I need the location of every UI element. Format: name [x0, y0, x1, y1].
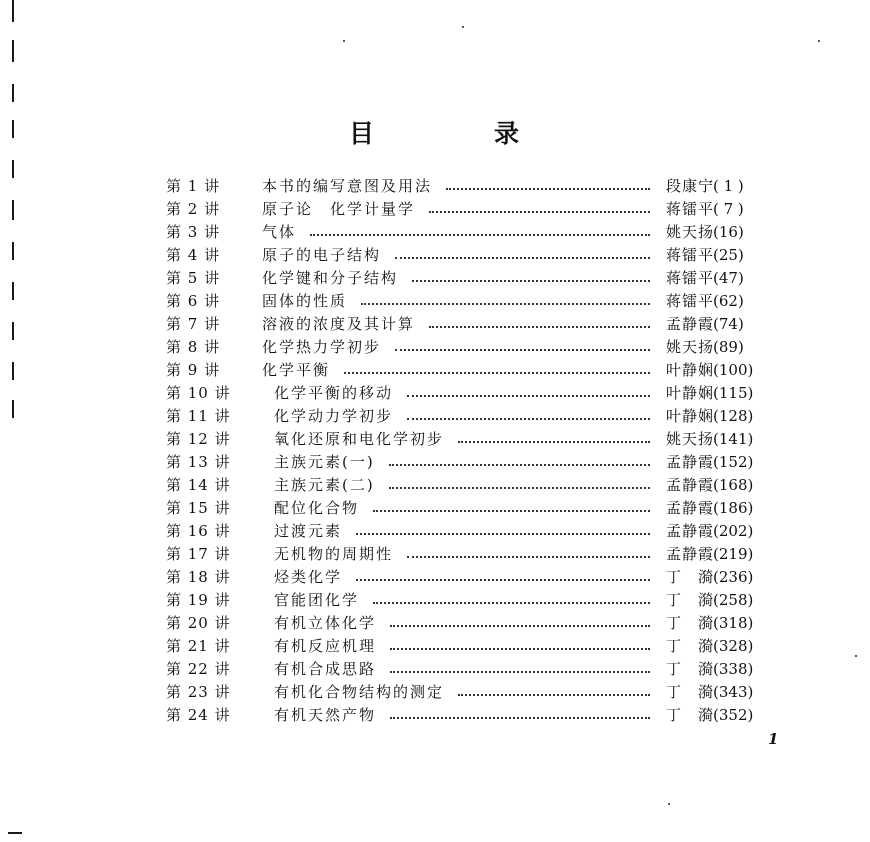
- page-ref: (89): [713, 338, 744, 356]
- toc-entry: [166, 704, 806, 727]
- lecture-number: 第 6 讲: [166, 292, 221, 310]
- page-ref: (343): [713, 683, 754, 701]
- dot-leader: [310, 221, 650, 244]
- page-ref: (115): [713, 384, 754, 402]
- lecture-number: 第 21 讲: [166, 637, 231, 655]
- lecture-number: 第 5 讲: [166, 269, 221, 287]
- lecture-title: 过渡元素: [274, 522, 343, 540]
- dot-leader: [390, 704, 650, 727]
- dot-leader: [390, 658, 650, 681]
- dot-leader: [356, 566, 650, 589]
- page-ref: (128): [713, 407, 754, 425]
- toc-entry: [166, 520, 806, 543]
- page-ref: (202): [713, 522, 754, 540]
- dot-leader: [458, 681, 650, 704]
- lecture-title: 主族元素(一): [274, 453, 375, 471]
- lecture-title: 原子论 化学计量学: [262, 200, 416, 218]
- dot-leader: [407, 543, 650, 566]
- dot-leader: [407, 382, 650, 405]
- lecture-number: 第 3 讲: [166, 223, 221, 241]
- author-name: 姚天扬: [666, 223, 715, 241]
- lecture-title: 化学动力学初步: [274, 407, 394, 425]
- lecture-title: 配位化合物: [274, 499, 360, 517]
- lecture-number: 第 23 讲: [166, 683, 231, 701]
- page-ref: (328): [713, 637, 754, 655]
- page-ref: (258): [713, 591, 754, 609]
- lecture-number: 第 1 讲: [166, 177, 221, 195]
- toc-entry: [166, 474, 806, 497]
- dot-leader: [356, 520, 650, 543]
- lecture-title: 化学键和分子结构: [262, 269, 399, 287]
- dot-leader: [344, 359, 650, 382]
- lecture-number: 第 16 讲: [166, 522, 231, 540]
- lecture-number: 第 14 讲: [166, 476, 231, 494]
- speck: [818, 40, 820, 42]
- author-name: 孟静霞: [666, 453, 715, 471]
- toc-entry: [166, 336, 806, 359]
- lecture-number: 第 4 讲: [166, 246, 221, 264]
- page-ref: (352): [713, 706, 754, 724]
- toc-entry: [166, 681, 806, 704]
- lecture-number: 第 18 讲: [166, 568, 231, 586]
- page-ref: (338): [713, 660, 754, 678]
- toc-entry: [166, 198, 806, 221]
- toc-entry: [166, 543, 806, 566]
- dot-leader: [395, 336, 650, 359]
- lecture-title: 固体的性质: [262, 292, 348, 310]
- toc-entry: [166, 635, 806, 658]
- scan-mark: [8, 832, 22, 834]
- lecture-number: 第 19 讲: [166, 591, 231, 609]
- lecture-title: 主族元素(二): [274, 476, 375, 494]
- page-ref: (219): [713, 545, 754, 563]
- page-ref: (141): [713, 430, 754, 448]
- lecture-title: 化学平衡: [262, 361, 331, 379]
- page-title: [0, 114, 870, 150]
- dot-leader: [390, 612, 650, 635]
- dot-leader: [390, 635, 650, 658]
- lecture-number: 第 15 讲: [166, 499, 231, 517]
- lecture-title: 氧化还原和电化学初步: [274, 430, 445, 448]
- author-name: 姚天扬: [666, 430, 715, 448]
- page-ref: ( 1 ): [713, 177, 744, 195]
- toc-entry: [166, 359, 806, 382]
- dot-leader: [395, 244, 650, 267]
- speck: [462, 26, 464, 28]
- page-ref: (186): [713, 499, 754, 517]
- toc-entry: [166, 589, 806, 612]
- lecture-title: 本书的编写意图及用法: [262, 177, 433, 195]
- toc-entry: [166, 658, 806, 681]
- author-name: 孟静霞: [666, 522, 715, 540]
- toc-entry: [166, 267, 806, 290]
- scan-mark: [12, 362, 14, 380]
- lecture-title: 化学热力学初步: [262, 338, 382, 356]
- scan-mark: [12, 242, 14, 260]
- author-name: 丁 漪: [666, 660, 715, 678]
- title-char: 录: [494, 119, 522, 148]
- toc-entry: [166, 428, 806, 451]
- toc-entry: [166, 451, 806, 474]
- page-ref: (100): [713, 361, 754, 379]
- lecture-number: 第 12 讲: [166, 430, 231, 448]
- author-name: 孟静霞: [666, 499, 715, 517]
- page-ref: (47): [713, 269, 744, 287]
- page-number: 1: [768, 730, 779, 748]
- dot-leader: [429, 313, 650, 336]
- scan-mark: [12, 40, 14, 62]
- author-name: 姚天扬: [666, 338, 715, 356]
- scan-mark: [12, 322, 14, 340]
- scan-mark: [12, 400, 14, 418]
- lecture-title: 有机化合物结构的测定: [274, 683, 445, 701]
- lecture-title: 原子的电子结构: [262, 246, 382, 264]
- author-name: 叶静娴: [666, 361, 715, 379]
- lecture-title: 无机物的周期性: [274, 545, 394, 563]
- toc-entry: [166, 382, 806, 405]
- speck: [668, 803, 670, 805]
- lecture-number: 第 7 讲: [166, 315, 221, 333]
- author-name: 孟静霞: [666, 315, 715, 333]
- page-ref: (62): [713, 292, 744, 310]
- lecture-number: 第 11 讲: [166, 407, 231, 425]
- lecture-number: 第 20 讲: [166, 614, 231, 632]
- dot-leader: [389, 451, 650, 474]
- page-ref: (74): [713, 315, 744, 333]
- lecture-number: 第 22 讲: [166, 660, 231, 678]
- author-name: 蒋镭平: [666, 246, 715, 264]
- author-name: 丁 漪: [666, 683, 715, 701]
- lecture-title: 官能团化学: [274, 591, 360, 609]
- toc-entry: [166, 405, 806, 428]
- speck: [343, 40, 345, 42]
- toc-entry: [166, 612, 806, 635]
- author-name: 叶静娴: [666, 407, 715, 425]
- toc-entry: [166, 244, 806, 267]
- toc-entry: [166, 313, 806, 336]
- lecture-title: 有机立体化学: [274, 614, 377, 632]
- toc-entry: [166, 497, 806, 520]
- lecture-number: 第 24 讲: [166, 706, 231, 724]
- author-name: 蒋镭平: [666, 269, 715, 287]
- table-of-contents: [166, 175, 806, 727]
- lecture-title: 气体: [262, 223, 297, 241]
- page-ref: (25): [713, 246, 744, 264]
- scan-mark: [12, 84, 14, 102]
- lecture-title: 溶液的浓度及其计算: [262, 315, 416, 333]
- dot-leader: [389, 474, 650, 497]
- author-name: 丁 漪: [666, 614, 715, 632]
- page-ref: (318): [713, 614, 754, 632]
- speck: [855, 655, 857, 657]
- scan-mark: [12, 200, 14, 220]
- lecture-number: 第 2 讲: [166, 200, 221, 218]
- dot-leader: [412, 267, 650, 290]
- lecture-title: 有机反应机理: [274, 637, 377, 655]
- dot-leader: [373, 497, 650, 520]
- author-name: 段康宁: [666, 177, 715, 195]
- dot-leader: [458, 428, 650, 451]
- page-ref: (168): [713, 476, 754, 494]
- author-name: 孟静霞: [666, 545, 715, 563]
- dot-leader: [373, 589, 650, 612]
- lecture-number: 第 13 讲: [166, 453, 231, 471]
- lecture-number: 第 10 讲: [166, 384, 231, 402]
- lecture-title: 有机合成思路: [274, 660, 377, 678]
- lecture-number: 第 8 讲: [166, 338, 221, 356]
- toc-entry: [166, 566, 806, 589]
- toc-entry: [166, 221, 806, 244]
- scan-mark: [12, 160, 14, 178]
- title-char: 目: [348, 119, 376, 148]
- toc-entry: [166, 175, 806, 198]
- lecture-title: 化学平衡的移动: [274, 384, 394, 402]
- page-ref: (236): [713, 568, 754, 586]
- author-name: 叶静娴: [666, 384, 715, 402]
- scan-mark: [12, 282, 14, 300]
- scan-mark: [12, 0, 14, 22]
- lecture-number: 第 17 讲: [166, 545, 231, 563]
- toc-entry: [166, 290, 806, 313]
- author-name: 丁 漪: [666, 706, 715, 724]
- page-ref: (152): [713, 453, 754, 471]
- dot-leader: [407, 405, 650, 428]
- dot-leader: [446, 175, 650, 198]
- author-name: 蒋镭平: [666, 200, 715, 218]
- author-name: 丁 漪: [666, 637, 715, 655]
- page-ref: ( 7 ): [713, 200, 744, 218]
- dot-leader: [361, 290, 650, 313]
- lecture-title: 有机天然产物: [274, 706, 377, 724]
- lecture-number: 第 9 讲: [166, 361, 221, 379]
- author-name: 丁 漪: [666, 591, 715, 609]
- lecture-title: 烃类化学: [274, 568, 343, 586]
- dot-leader: [429, 198, 650, 221]
- page-ref: (16): [713, 223, 744, 241]
- author-name: 孟静霞: [666, 476, 715, 494]
- author-name: 丁 漪: [666, 568, 715, 586]
- author-name: 蒋镭平: [666, 292, 715, 310]
